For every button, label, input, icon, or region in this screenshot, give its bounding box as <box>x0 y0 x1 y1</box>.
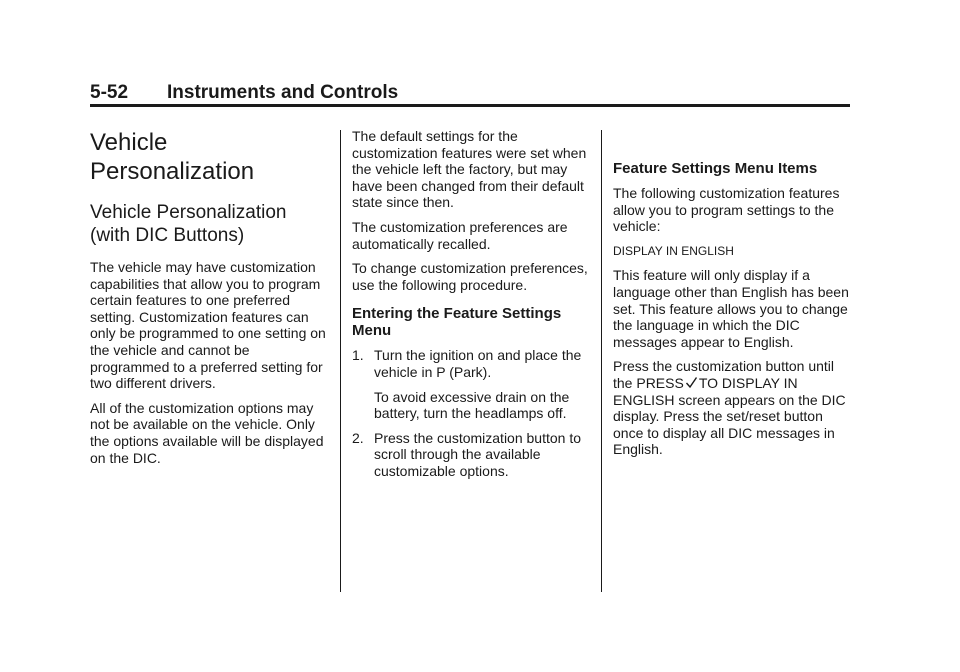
procedure-heading: Entering the Feature Settings Menu <box>352 305 562 340</box>
body-paragraph: All of the customization options may not be available on the vehicle. Only the options available will be displayed on the DIC. <box>90 399 324 466</box>
step-number: 2. <box>352 429 364 446</box>
procedure-steps <box>352 347 592 479</box>
press-rest: TO DISPLAY IN ENGLISH screen appears on the DIC display. Press the set/reset button once to display all DIC messages in English. <box>613 374 846 458</box>
subsection-title: Vehicle Personalization (with DIC Buttons) <box>90 202 287 246</box>
step-text: Press the customization button to scroll through the available customizable options. <box>374 429 581 479</box>
body-paragraph: The following customization features allow you to program settings to the vehicle: <box>613 185 840 235</box>
step-note: To avoid excessive drain on the battery, turn the headlamps off. <box>374 388 570 422</box>
press-instruction <box>613 358 853 458</box>
list-item <box>352 430 592 480</box>
menu-items-heading: Feature Settings Menu Items <box>613 160 818 177</box>
body-paragraph: To change customization preferences, use the following procedure. <box>352 260 588 293</box>
header-rule <box>90 104 850 107</box>
column-divider <box>601 130 602 592</box>
step-number: 1. <box>352 347 364 364</box>
body-paragraph: The vehicle may have customization capabilities that allow you to program certain features to one preferred setting. Customization features can only be programmed to one setting on the vehicle and cannot be programmed to a preferred setting for two different drivers. <box>90 259 326 392</box>
body-paragraph: The default settings for the customization features were set when the vehicle left the factory, but may have been changed from their default state since then. <box>352 128 587 211</box>
body-paragraph: This feature will only display if a language other than English has been set. This feature allows you to change the language in which the DIC messages appear to English. <box>613 267 849 350</box>
chapter-title: Instruments and Controls <box>167 82 399 103</box>
step-text: Turn the ignition on and place the vehicle in P (Park). <box>374 347 582 380</box>
column-right <box>613 128 853 458</box>
column-divider <box>340 130 341 592</box>
body-paragraph: The customization preferences are automatically recalled. <box>352 218 568 252</box>
checkmark-icon <box>685 376 698 389</box>
page-number: 5-52 <box>90 82 129 103</box>
list-item <box>352 347 592 421</box>
feature-title: DISPLAY IN ENGLISH <box>613 243 734 258</box>
section-title: Vehicle Personalization <box>90 129 255 185</box>
press-start: Press the customization button until the PRESS <box>613 358 835 391</box>
column-middle <box>352 128 592 488</box>
column-left <box>90 128 330 474</box>
